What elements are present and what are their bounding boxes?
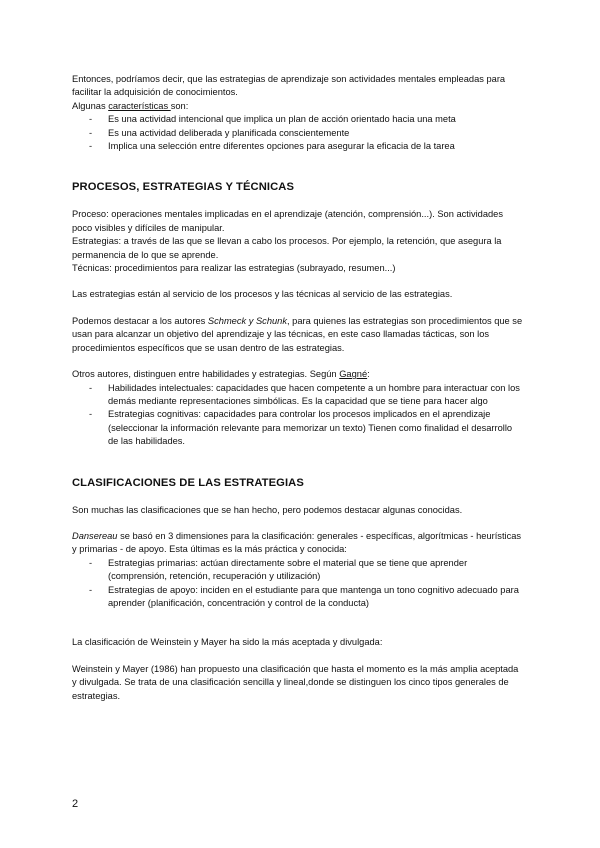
characteristics-lead [72, 100, 524, 113]
characteristics-lead-underlined: características [108, 100, 171, 111]
dansereau-rest: se basó en 3 dimensiones para la clasificación: generales - específicas, algorítmicas - heurísticas y primarias - de apoyo. Esta últimas es la más práctica y conocida: [72, 530, 522, 555]
dansereau-italic: Dansereau [72, 530, 118, 541]
otros-before: Otros autores, distinguen entre habilidades y estrategias. Según [72, 369, 340, 380]
list-item: - Es una actividad deliberada y planificada conscientemente [72, 127, 524, 140]
servicio-paragraph: Las estrategias están al servicio de los procesos y las técnicas al servicio de las estrategias. [72, 289, 453, 300]
section-heading-clasificaciones: CLASIFICACIONES DE LAS ESTRATEGIAS [72, 476, 304, 489]
intro-paragraph: Entonces, podríamos decir, que las estrategias de aprendizaje son actividades mentales empleadas para facilitar la adquisición de conocimientos. [72, 74, 506, 98]
weinstein-lead: La clasificación de Weinstein y Mayer ha sido la más aceptada y divulgada: [72, 637, 383, 648]
characteristics-lead-suffix: son: [170, 100, 189, 111]
list-item: - Estrategias cognitivas: capacidades para controlar los procesos implicados en el aprendizaje (seleccionar la información relevante para memorizar un texto) Tienen como finalidad el desarrollo de las habilidades. [72, 408, 524, 448]
list-item: - Es una actividad intencional que implica un plan de acción orientado hacia una meta [72, 113, 524, 126]
autores-after: , para quienes las estrategias son procedimientos que se usan para alcanzar un objetivo del aprendizaje y las técnicas, en este caso llamadas tácticas, son los procedimientos específicos que se usan dentro de las estrategias. [72, 315, 523, 353]
list-item: - Estrategias primarias: actúan directamente sobre el material que se tiene que aprender (comprensión, retención, recuperación y utilización) [72, 557, 524, 584]
dansereau-list [72, 557, 524, 611]
estrategias-definition: Estrategias: a través de las que se llevan a cabo los procesos. Por ejemplo, la retención, que asegura la permanencia de lo que se aprende. [72, 236, 502, 260]
section-heading-procesos: PROCESOS, ESTRATEGIAS Y TÉCNICAS [72, 181, 295, 194]
list-item: - Estrategias de apoyo: inciden en el estudiante para que mantenga un tono cognitivo adecuado para aprender (planificación, concentración y control de la conducta) [72, 584, 524, 611]
characteristics-lead-prefix: Algunas [72, 100, 109, 111]
document-page [72, 73, 524, 703]
proceso-definition: Proceso: operaciones mentales implicadas en el aprendizaje (atención, comprensión...). Son actividades poco visibles y difíciles de manipular. [72, 209, 503, 233]
otros-underlined: Gagné [339, 369, 368, 380]
dansereau-paragraph [72, 530, 524, 557]
tecnicas-definition: Técnicas: procedimientos para realizar las estrategias (subrayado, resumen...) [72, 263, 396, 274]
habilidades-list [72, 382, 524, 449]
list-item: - Habilidades intelectuales: capacidades que hacen competente a un hombre para interactuar con los demás mediante representaciones simbólicas. Es la capacidad que se tiene para hacer algo [72, 382, 524, 409]
characteristics-list [72, 113, 524, 153]
otros-after: : [367, 369, 370, 380]
autores-paragraph [72, 315, 524, 355]
weinstein-paragraph: Weinstein y Mayer (1986) han propuesto una clasificación que hasta el momento es la más amplia aceptada y divulgada. Se trata de una clasificación sencilla y lineal,donde se distinguen los cinco tipos generales de estrategias. [72, 663, 519, 701]
list-item: - Implica una selección entre diferentes opciones para asegurar la eficacia de la tarea [72, 140, 524, 153]
page-number: 2 [72, 798, 79, 810]
otros-autores-lead [72, 368, 524, 381]
autores-before: Podemos destacar a los autores [72, 315, 208, 326]
clasificaciones-intro: Son muchas las clasificaciones que se han hecho, pero podemos destacar algunas conocidas. [72, 504, 463, 515]
autores-italic: Schmeck y Schunk [207, 315, 287, 326]
